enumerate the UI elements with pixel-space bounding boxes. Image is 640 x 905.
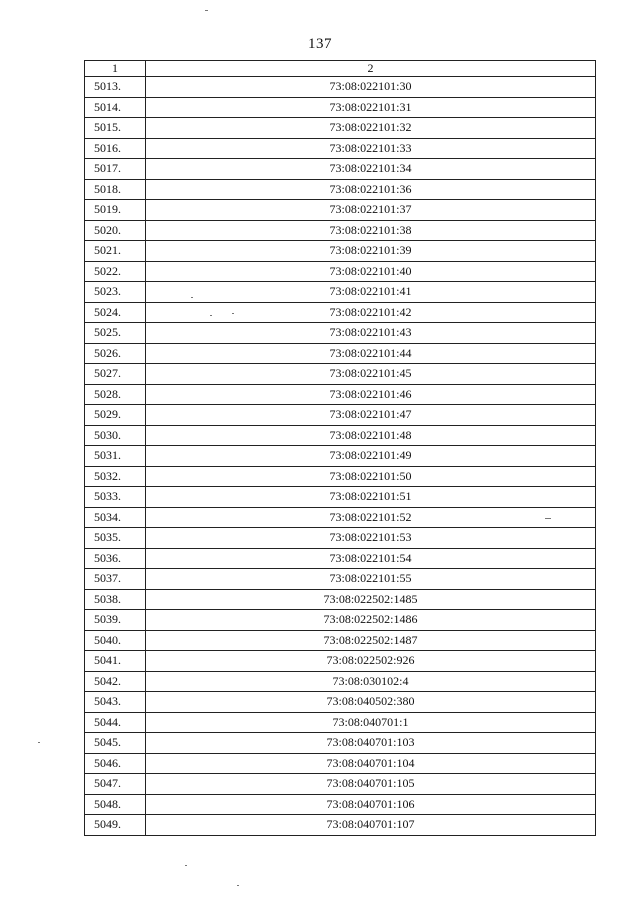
table-row [85,712,596,733]
table-row [85,548,596,569]
cadastral-number-cell: 73:08:022101:30 [146,77,596,98]
table-row [85,651,596,672]
table-row [85,138,596,159]
cadastral-number-cell: 73:08:022502:1487 [146,630,596,651]
row-number-cell: 5027. [85,364,146,385]
table-row [85,200,596,221]
cadastral-number-cell: 73:08:022101:42 [146,302,596,323]
row-number-cell: 5023. [85,282,146,303]
cadastral-number-cell: 73:08:040701:103 [146,733,596,754]
cadastral-number-cell: 73:08:022101:39 [146,241,596,262]
row-number-cell: 5044. [85,712,146,733]
cadastral-number-cell: 73:08:022101:49 [146,446,596,467]
row-number-cell: 5028. [85,384,146,405]
cadastral-number-cell: 73:08:022101:47 [146,405,596,426]
table-row [85,630,596,651]
cadastral-number-cell: 73:08:022101:40 [146,261,596,282]
cadastral-number-cell: 73:08:022101:33 [146,138,596,159]
cadastral-number-cell: 73:08:040701:106 [146,794,596,815]
cadastral-number-cell: 73:08:022502:926 [146,651,596,672]
cadastral-table [84,60,596,836]
row-number-cell: 5018. [85,179,146,200]
row-number-cell: 5019. [85,200,146,221]
table-row [85,794,596,815]
cadastral-number-cell: 73:08:022101:46 [146,384,596,405]
table-row [85,671,596,692]
row-number-cell: 5017. [85,159,146,180]
column-header-1: 1 [85,61,146,77]
cadastral-number-cell: 73:08:022101:54 [146,548,596,569]
table-row [85,323,596,344]
row-number-cell: 5047. [85,774,146,795]
cadastral-number-cell: 73:08:040701:1 [146,712,596,733]
table-header-row [85,61,596,77]
cadastral-number-cell: 73:08:022101:53 [146,528,596,549]
cadastral-number-cell: 73:08:022101:37 [146,200,596,221]
cadastral-number-cell: 73:08:022101:41 [146,282,596,303]
table-row [85,241,596,262]
row-number-cell: 5036. [85,548,146,569]
table-row [85,753,596,774]
row-number-cell: 5025. [85,323,146,344]
row-number-cell: 5031. [85,446,146,467]
page-number: 137 [308,36,332,52]
cadastral-number-cell: 73:08:022101:45 [146,364,596,385]
cadastral-number-cell: 73:08:022101:43 [146,323,596,344]
row-number-cell: 5037. [85,569,146,590]
table-row [85,343,596,364]
row-number-cell: 5046. [85,753,146,774]
cadastral-number-cell: 73:08:040701:105 [146,774,596,795]
row-number-cell: 5016. [85,138,146,159]
cadastral-number-cell: 73:08:022101:36 [146,179,596,200]
table-row [85,815,596,836]
table-row [85,77,596,98]
table-row [85,384,596,405]
row-number-cell: 5032. [85,466,146,487]
table-row [85,405,596,426]
cadastral-number-cell: 73:08:022101:44 [146,343,596,364]
table-row [85,528,596,549]
row-number-cell: 5021. [85,241,146,262]
scan-speck [210,315,212,316]
table-row [85,466,596,487]
row-number-cell: 5014. [85,97,146,118]
table-row [85,282,596,303]
table-row [85,118,596,139]
row-number-cell: 5013. [85,77,146,98]
cadastral-number-cell: 73:08:022101:32 [146,118,596,139]
cadastral-number-cell: 73:08:022101:38 [146,220,596,241]
table-row [85,589,596,610]
table-row [85,261,596,282]
table-body [85,61,596,836]
row-number-cell: 5039. [85,610,146,631]
table-row [85,487,596,508]
row-number-cell: 5015. [85,118,146,139]
scan-speck [232,313,234,314]
table-row [85,364,596,385]
scan-speck [237,885,239,886]
row-number-cell: 5038. [85,589,146,610]
scan-speck [205,10,208,11]
cadastral-number-cell: 73:08:040701:104 [146,753,596,774]
table-row [85,774,596,795]
table-row [85,569,596,590]
row-number-cell: 5024. [85,302,146,323]
row-number-cell: 5048. [85,794,146,815]
cadastral-number-cell: 73:08:022101:50 [146,466,596,487]
cadastral-number-cell: 73:08:022101:48 [146,425,596,446]
cadastral-number-cell: 73:08:022101:34 [146,159,596,180]
row-number-cell: 5035. [85,528,146,549]
table-row [85,507,596,528]
row-number-cell: 5029. [85,405,146,426]
cadastral-number-cell: 73:08:022101:52 [146,507,596,528]
table-row [85,610,596,631]
row-number-cell: 5043. [85,692,146,713]
table-row [85,692,596,713]
table-row [85,97,596,118]
cadastral-number-cell: 73:08:022502:1485 [146,589,596,610]
scan-speck [185,865,187,866]
cadastral-number-cell: 73:08:040701:107 [146,815,596,836]
row-number-cell: 5034. [85,507,146,528]
row-number-cell: 5045. [85,733,146,754]
row-number-cell: 5041. [85,651,146,672]
row-number-cell: 5026. [85,343,146,364]
cadastral-number-cell: 73:08:022101:31 [146,97,596,118]
row-number-cell: 5030. [85,425,146,446]
row-number-cell: 5033. [85,487,146,508]
row-number-cell: 5020. [85,220,146,241]
column-header-2: 2 [146,61,596,77]
cadastral-number-cell: 73:08:022101:55 [146,569,596,590]
table-row [85,733,596,754]
table-row [85,302,596,323]
cadastral-number-cell: 73:08:030102:4 [146,671,596,692]
table-row [85,425,596,446]
cadastral-number-cell: 73:08:040502:380 [146,692,596,713]
row-number-cell: 5049. [85,815,146,836]
table-row [85,159,596,180]
table-row [85,446,596,467]
scan-speck [191,297,193,298]
cadastral-number-cell: 73:08:022502:1486 [146,610,596,631]
cadastral-number-cell: 73:08:022101:51 [146,487,596,508]
table-row [85,220,596,241]
row-number-cell: 5022. [85,261,146,282]
scan-speck [38,742,40,743]
scan-speck [545,518,551,519]
row-number-cell: 5040. [85,630,146,651]
table-row [85,179,596,200]
row-number-cell: 5042. [85,671,146,692]
